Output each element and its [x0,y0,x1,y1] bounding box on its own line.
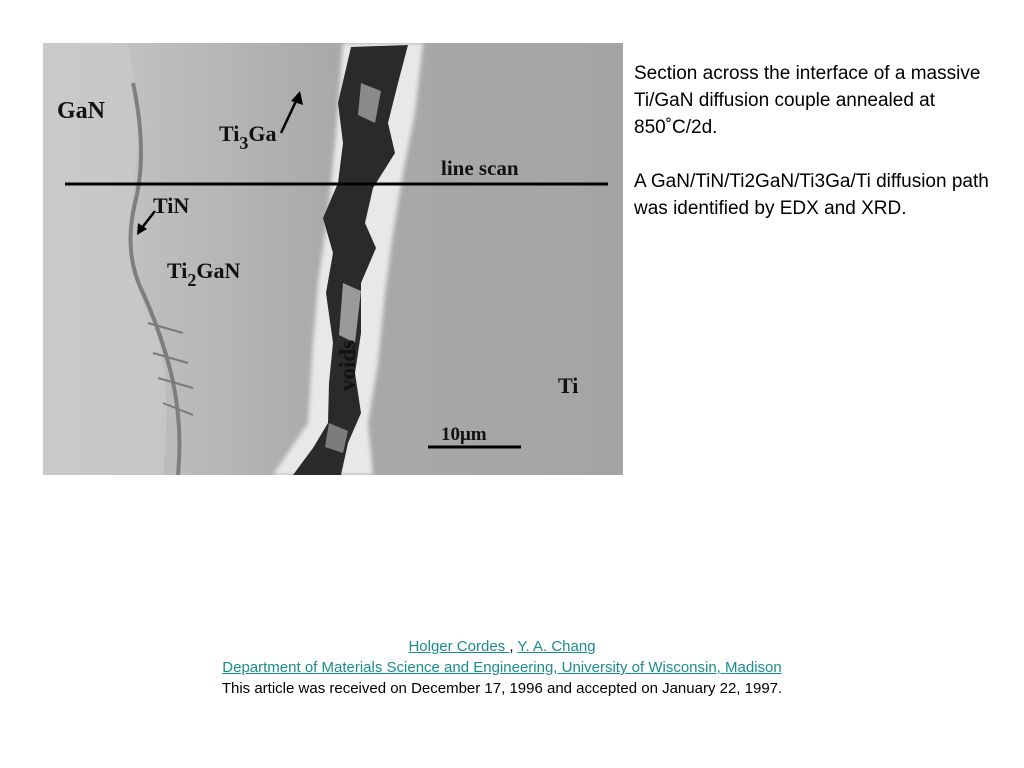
author-link-cordes[interactable]: Holger Cordes [408,638,510,655]
label-gan: GaN [57,98,105,124]
caption-paragraph-2: A GaN/TiN/Ti2GaN/Ti3Ga/Ti diffusion path was identified by EDX and XRD. [634,171,989,219]
label-line-scan: line scan [441,156,519,180]
label-tin: TiN [153,193,190,218]
scale-bar-label: 10μm [441,424,487,445]
label-voids: voids [335,339,360,391]
caption-paragraph-1: Section across the interface of a massive Ti/GaN diffusion couple annealed at 850˚C/2d. [634,63,981,138]
label-ti: Ti [558,373,579,398]
received-line: This article was received on December 17, 1996 and accepted on January 22, 1997. [221,680,783,697]
sem-micrograph [43,43,623,475]
author-separator: , [509,638,518,655]
author-link-chang[interactable]: Y. A. Chang [517,638,596,655]
caption [634,60,994,249]
label-ti3ga: $Ti_3Ga$ [219,121,277,153]
citation-footer [0,636,1004,699]
label-ti2gan: $Ti_2GaN$ [167,258,241,290]
affiliation-line [0,657,1004,678]
affiliation-link[interactable]: Department of Materials Science and Engineering, University of Wisconsin, Madison [222,659,782,676]
authors-line [0,636,1004,657]
